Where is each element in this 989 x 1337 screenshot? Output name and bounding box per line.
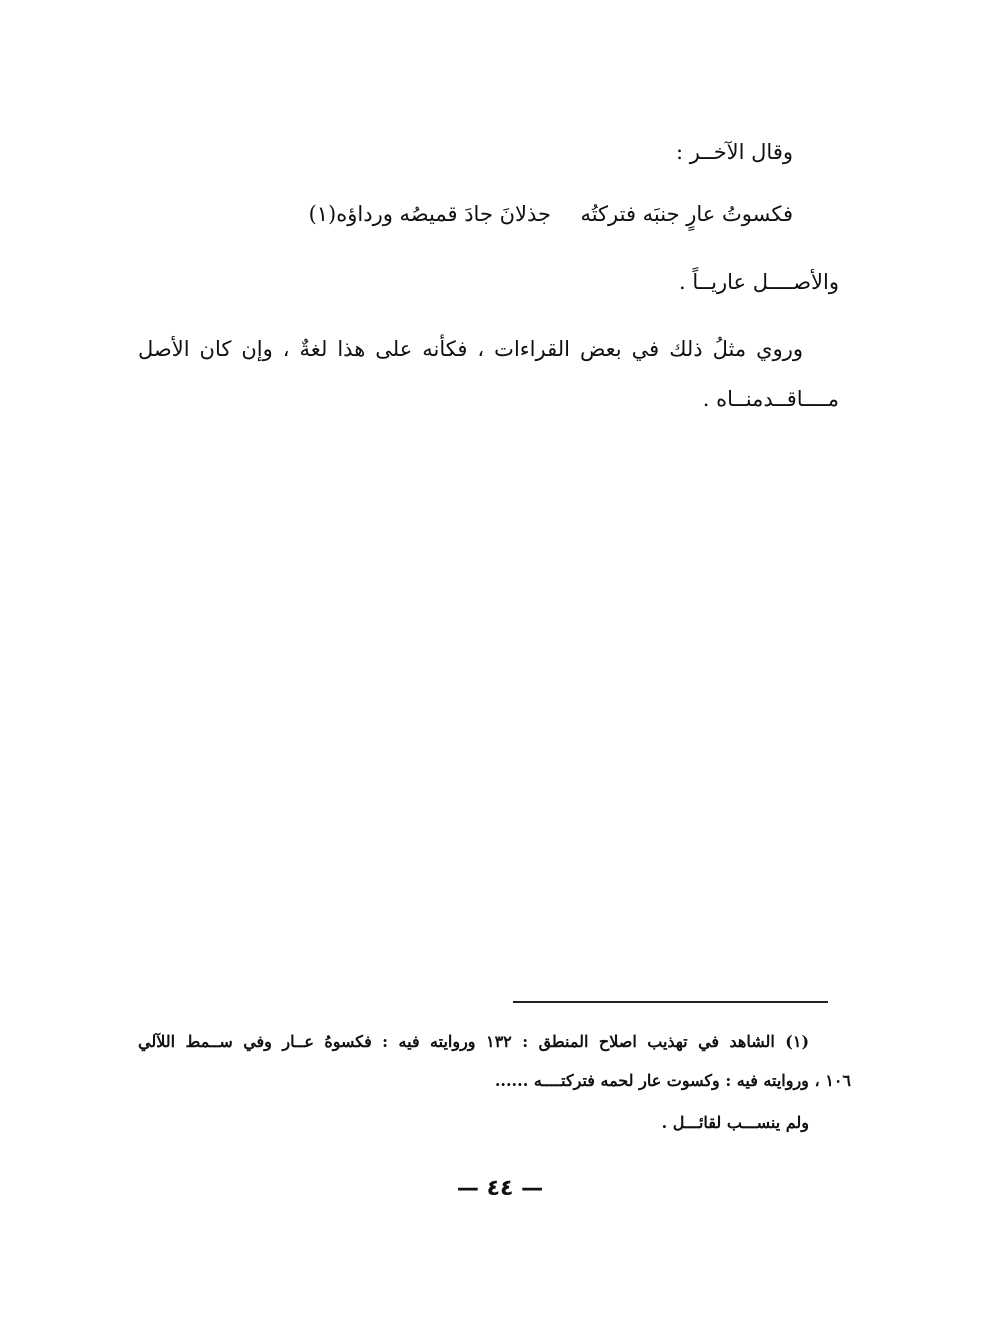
heading-line: وقال الآخــر : (676, 140, 793, 164)
footnote-line-1: (١) الشاهد في تهذيب اصلاح المنطق : ١٣٢ وروايته فيه : فكسوهُ عــار وفي ســمط اللآلي (138, 1032, 810, 1051)
verse-first-hemistich: فكسوتُ عارٍ جنبَه فتركتُه (580, 202, 793, 226)
footnote-line-3: ولم ينســـب لقائـــل . (661, 1113, 809, 1132)
paragraph-line-1: والأصــــل عاريــاً . (679, 270, 839, 294)
verse-second-hemistich: جذلانَ جادَ قميصُه ورداؤه(١) (308, 202, 551, 226)
footnote-line-2: ١٠٦ ، وروايته فيه : وكسوت عار لحمه فتركتــــه ...... (494, 1071, 851, 1090)
paragraph-line-3: مــــاقــدمنــاه . (702, 387, 839, 411)
paragraph-line-2: وروي مثلُ ذلك في بعض القراءات ، فكأنه على هذا لغةٌ ، وإن كان الأصل (138, 337, 803, 361)
footnote-separator (513, 1001, 828, 1003)
page-number: — ٤٤ — (456, 1176, 544, 1201)
